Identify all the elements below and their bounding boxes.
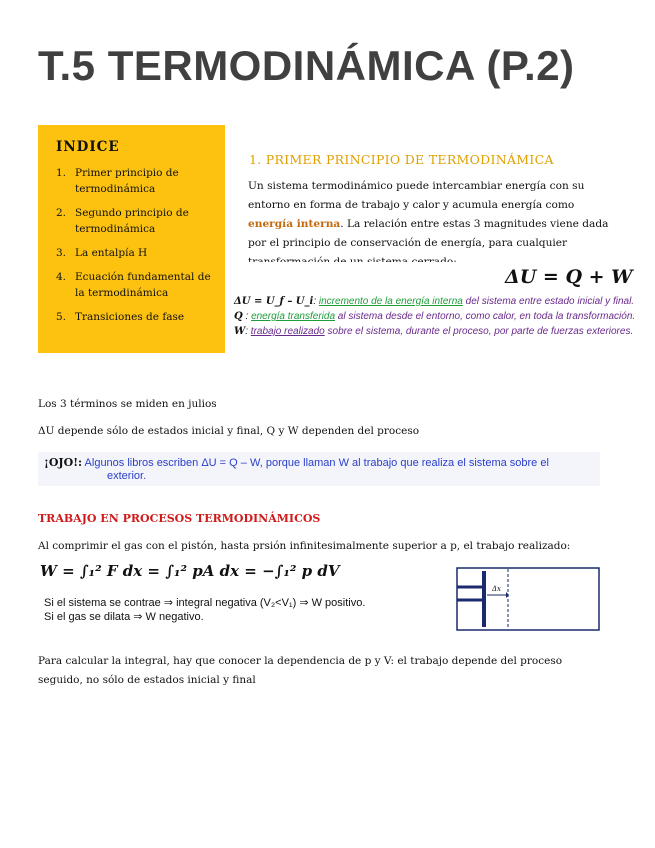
legend-rest: sobre el sistema, durante el proceso, por parte de fuerzas exteriores. <box>324 326 634 337</box>
legend-underlined: incremento de la energía interna <box>318 296 463 307</box>
index-item[interactable] <box>56 165 215 197</box>
closing-paragraph: Para calcular la integral, hay que conocer la dependencia de p y V: el trabajo depende del proceso seguido, no sólo de estados inicial y final <box>38 655 563 686</box>
index-label: Ecuación fundamental de la termodinámica <box>75 271 211 299</box>
condition-dilata: Si el gas se dilata ⇒ W negativo. <box>44 611 204 623</box>
index-item[interactable] <box>56 269 215 301</box>
trabajo-title: TRABAJO EN PROCESOS TERMODINÁMICOS <box>38 512 321 525</box>
piston-diagram <box>456 567 600 631</box>
legend-symbol: ΔU = U_f – U_i <box>234 296 314 307</box>
condition-contrae: Si el sistema se contrae ⇒ integral negativa (V₂<V₁) ⇒ W positivo. <box>44 597 366 609</box>
note-depende: ΔU depende sólo de estados inicial y final, Q y W dependen del proceso <box>38 425 420 437</box>
index-number: 4. <box>56 271 67 283</box>
legend-rest: del sistema entre estado inicial y final. <box>462 296 635 307</box>
index-box <box>38 125 225 353</box>
ojo-tag: ¡OJO!: <box>44 456 83 469</box>
page-title: T.5 TERMODINÁMICA (P.2) <box>38 42 575 89</box>
index-label: Primer principio de termodinámica <box>75 167 179 195</box>
legend-line-q: Q : energía transferida al sistema desde el entorno, como calor, en toda la transformación. <box>234 311 636 322</box>
legend-line-w: W: trabajo realizado sobre el sistema, durante el proceso, por parte de fuerzas exteriores. <box>234 326 634 337</box>
trabajo-line: Al comprimir el gas con el pistón, hasta prsión infinitesimalmente superior a p, el trabajo realizado: <box>38 540 571 552</box>
legend-symbol: W <box>234 326 246 337</box>
legend-underlined: trabajo realizado <box>250 326 325 337</box>
intro-paragraph <box>248 177 620 272</box>
ojo-line-1 <box>44 456 549 469</box>
highlighted-term: energía interna <box>248 218 341 230</box>
index-number: 2. <box>56 207 67 219</box>
index-item[interactable] <box>56 205 215 237</box>
index-item[interactable] <box>56 245 215 261</box>
legend-underlined: energía transferida <box>251 311 336 322</box>
legend-rest: al sistema desde el entorno, como calor, en toda la transformación. <box>335 311 636 322</box>
note-julios: Los 3 términos se miden en julios <box>38 398 217 410</box>
intro-text: Un sistema termodinámico puede intercambiar energía con su entorno en forma de trabajo y calor y acumula energía como <box>248 180 585 211</box>
legend-line-du: ΔU = U_f – U_i: incremento de la energía interna del sistema entre estado inicial y final. <box>234 296 635 307</box>
index-number: 5. <box>56 311 67 323</box>
intro-text-end: . La relación entre estas 3 magnitudes viene dada por el principio de conservación de energía, para cualquier <box>248 218 609 249</box>
index-label: Segundo principio de termodinámica <box>75 207 189 235</box>
index-heading: INDICE <box>56 139 120 155</box>
index-number: 1. <box>56 167 67 179</box>
section-title: 1. PRIMER PRINCIPIO DE TERMODINÁMICA <box>249 152 554 167</box>
index-label: La entalpía H <box>75 247 148 259</box>
ojo-line-2: exterior. <box>107 470 147 482</box>
first-law-equation: ΔU = Q + W <box>505 266 633 288</box>
ojo-text: Algunos libros escriben ΔU = Q – W, porque llaman W al trabajo que realiza el sistema sobre el <box>82 457 549 469</box>
index-list <box>56 165 215 325</box>
legend-symbol: Q <box>234 311 243 322</box>
index-label: Transiciones de fase <box>75 311 185 323</box>
piston-plate <box>482 571 486 627</box>
delta-x-label: Δx <box>492 585 502 593</box>
index-number: 3. <box>56 247 67 259</box>
index-item[interactable] <box>56 309 215 325</box>
work-equation: W = ∫₁² F dx = ∫₁² pA dx = −∫₁² p dV <box>40 562 340 580</box>
